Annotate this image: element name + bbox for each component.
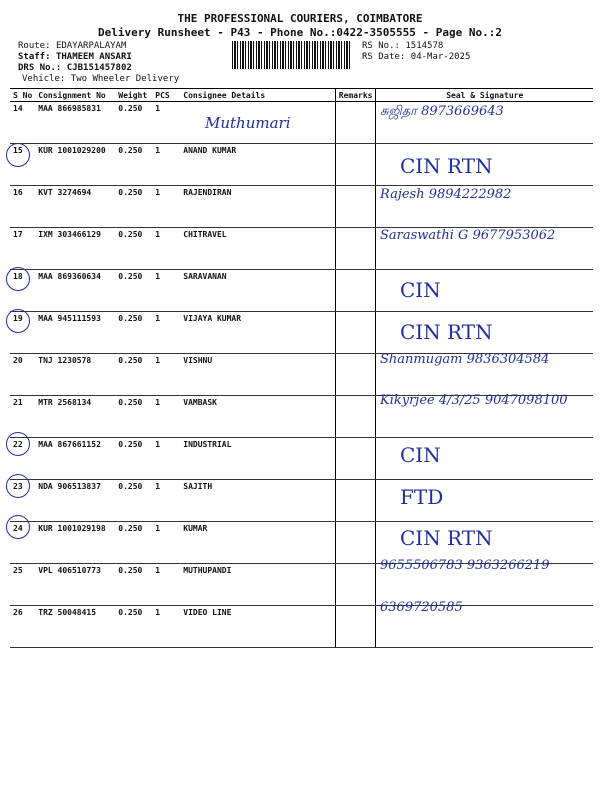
cell-cno: VPL 406510773: [35, 564, 115, 606]
table-row: [10, 144, 593, 186]
cell-consignee: RAJENDIRAN: [180, 186, 335, 228]
cell-consignee: VAMBASK: [180, 396, 335, 438]
cell-consignee: VISHNU: [180, 354, 335, 396]
cell-remarks: [335, 606, 376, 648]
rs-date-line: RS Date: 04-Mar-2025: [362, 52, 471, 62]
cell-cno: KUR 1001029200: [35, 144, 115, 186]
cell-sno: 19: [10, 312, 35, 354]
cell-pcs: 1: [152, 144, 180, 186]
handwritten-seal-signature: CIN: [400, 278, 441, 303]
col-seal: Seal & Signature: [376, 89, 593, 102]
cell-weight: 0.250: [115, 396, 152, 438]
cell-sno: 18: [10, 270, 35, 312]
table-row: [10, 606, 593, 648]
circle-mark: [6, 515, 30, 539]
cell-remarks: [335, 102, 376, 144]
cell-cno: MAA 866985831: [35, 102, 115, 144]
vehicle-line: Vehicle: Two Wheeler Delivery: [22, 74, 180, 84]
cell-consignee: SAJITH: [180, 480, 335, 522]
cell-pcs: 1: [152, 522, 180, 564]
cell-cno: KUR 1001029198: [35, 522, 115, 564]
cell-pcs: 1: [152, 186, 180, 228]
circle-mark: [6, 267, 30, 291]
cell-weight: 0.250: [115, 186, 152, 228]
cell-cno: MTR 2568134: [35, 396, 115, 438]
cell-sno: 15: [10, 144, 35, 186]
cell-sno: 14: [10, 102, 35, 144]
cell-remarks: [335, 228, 376, 270]
cell-pcs: 1: [152, 480, 180, 522]
cell-remarks: [335, 144, 376, 186]
circle-mark: [6, 474, 30, 498]
cell-remarks: [335, 438, 376, 480]
handwritten-seal-signature: Kikyrjee 4/3/25 9047098100: [380, 393, 568, 409]
cell-weight: 0.250: [115, 144, 152, 186]
cell-weight: 0.250: [115, 522, 152, 564]
drs-line: DRS No.: CJB151457802: [18, 63, 132, 73]
cell-sno: 21: [10, 396, 35, 438]
rs-no-value: 1514578: [405, 41, 444, 51]
table-row: [10, 438, 593, 480]
cell-consignee: KUMAR: [180, 522, 335, 564]
route-line: Route: EDAYARPALAYAM: [18, 41, 127, 51]
cell-cno: NDA 906513837: [35, 480, 115, 522]
cell-sno: 24: [10, 522, 35, 564]
cell-sno: 16: [10, 186, 35, 228]
cell-sno: 23: [10, 480, 35, 522]
handwritten-seal-signature: Saraswathi G 9677953062: [380, 227, 556, 243]
handwritten-seal-signature: CIN RTN: [400, 319, 493, 344]
handwritten-seal-signature: சுஜிதா 8973669643: [380, 104, 504, 119]
handwritten-seal-signature: CIN RTN: [400, 154, 493, 179]
runsheet-title: Delivery Runsheet - P43 - Phone No.:0422-3505555 - Page No.:2: [98, 26, 502, 39]
cell-cno: MAA 867661152: [35, 438, 115, 480]
col-sno: S No: [10, 89, 35, 102]
table-row: [10, 312, 593, 354]
col-consignment: Consignment No: [35, 89, 115, 102]
col-remarks: Remarks: [335, 89, 376, 102]
handwritten-seal-signature: 9655506783 9363266219: [380, 558, 550, 574]
cell-consignee: ANAND KUMAR: [180, 144, 335, 186]
col-pcs: PCS: [152, 89, 180, 102]
cell-weight: 0.250: [115, 102, 152, 144]
cell-sno: 26: [10, 606, 35, 648]
cell-pcs: 1: [152, 396, 180, 438]
vehicle-value: Two Wheeler Delivery: [70, 74, 180, 84]
cell-cno: TRZ 50048415: [35, 606, 115, 648]
col-consignee: Consignee Details: [180, 89, 335, 102]
table-row: [10, 270, 593, 312]
cell-consignee: INDUSTRIAL: [180, 438, 335, 480]
cell-cno: IXM 303466129: [35, 228, 115, 270]
cell-weight: 0.250: [115, 606, 152, 648]
cell-remarks: [335, 480, 376, 522]
staff-value: THAMEEM ANSARI: [55, 52, 132, 62]
cell-weight: 0.250: [115, 312, 152, 354]
cell-remarks: [335, 522, 376, 564]
cell-cno: TNJ 1230578: [35, 354, 115, 396]
handwritten-seal-signature: 6369720585: [380, 599, 463, 615]
cell-sno: 17: [10, 228, 35, 270]
handwritten-seal-signature: Shanmugam 9836304584: [380, 351, 550, 367]
rs-no-line: RS No.: 1514578: [362, 41, 444, 51]
circle-mark: [6, 309, 30, 333]
cell-pcs: 1: [152, 312, 180, 354]
cell-pcs: 1: [152, 564, 180, 606]
cell-weight: 0.250: [115, 564, 152, 606]
cell-pcs: 1: [152, 606, 180, 648]
cell-pcs: 1: [152, 102, 180, 144]
col-weight: Weight: [115, 89, 152, 102]
cell-consignee: VIDEO LINE: [180, 606, 335, 648]
handwritten-seal-signature: Rajesh 9894222982: [380, 186, 512, 202]
table-row: [10, 480, 593, 522]
drs-value: CJB151457802: [66, 63, 132, 73]
rs-date-value: 04-Mar-2025: [410, 52, 471, 62]
handwritten-seal-signature: CIN: [400, 443, 441, 468]
cell-remarks: [335, 186, 376, 228]
table-header-row: [10, 89, 593, 102]
cell-weight: 0.250: [115, 438, 152, 480]
cell-remarks: [335, 312, 376, 354]
cell-consignee: SARAVANAN: [180, 270, 335, 312]
table-row: [10, 102, 593, 144]
handwritten-seal-signature: CIN RTN: [400, 526, 493, 550]
handwritten-seal-signature: FTD: [400, 484, 444, 509]
cell-sno: 22: [10, 438, 35, 480]
cell-sno: 25: [10, 564, 35, 606]
cell-weight: 0.250: [115, 480, 152, 522]
cell-consignee: MUTHUPANDI: [180, 564, 335, 606]
company-title: THE PROFESSIONAL COURIERS, COIMBATORE: [177, 12, 423, 25]
staff-line: Staff: THAMEEM ANSARI: [18, 52, 132, 62]
cell-remarks: [335, 564, 376, 606]
cell-pcs: 1: [152, 228, 180, 270]
cell-pcs: 1: [152, 270, 180, 312]
cell-pcs: 1: [152, 354, 180, 396]
cell-sno: 20: [10, 354, 35, 396]
cell-pcs: 1: [152, 438, 180, 480]
cell-cno: MAA 869360634: [35, 270, 115, 312]
handwritten-consignee: Muthumari: [205, 114, 291, 132]
cell-consignee: VIJAYA KUMAR: [180, 312, 335, 354]
cell-consignee: CHITRAVEL: [180, 228, 335, 270]
cell-weight: 0.250: [115, 228, 152, 270]
cell-remarks: [335, 270, 376, 312]
cell-cno: MAA 945111593: [35, 312, 115, 354]
route-value: EDAYARPALAYAM: [55, 41, 127, 51]
cell-remarks: [335, 396, 376, 438]
cell-remarks: [335, 354, 376, 396]
cell-weight: 0.250: [115, 270, 152, 312]
cell-cno: KVT 3274694: [35, 186, 115, 228]
cell-weight: 0.250: [115, 354, 152, 396]
table-row: [10, 522, 593, 564]
barcode: [232, 41, 350, 69]
